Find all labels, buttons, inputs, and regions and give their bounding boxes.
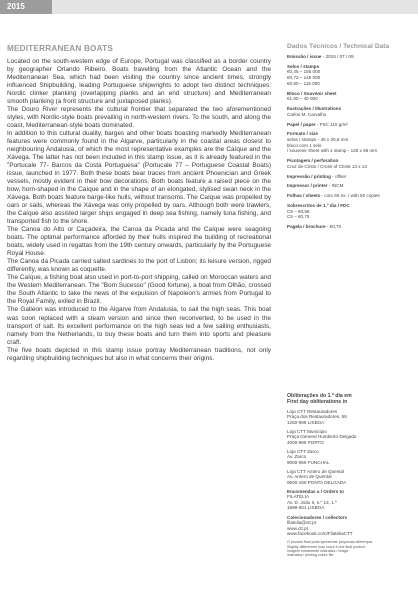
obliteration-place: Loja CTT Restauradores Praça dos Restauradores, 58 1250-998 LISBOA xyxy=(287,408,347,425)
technical-row xyxy=(287,224,412,230)
technical-row-label: Ilustrações / Illustrations xyxy=(287,106,342,112)
collectors-title: Colecionadores / collectors xyxy=(287,514,347,520)
year-bar xyxy=(0,0,418,14)
technical-row-label: Bloco / Souvenir sheet xyxy=(287,90,337,96)
article-title: MEDITERRANEAN BOATS xyxy=(7,44,113,53)
article-paragraph: The Galleon was introduced to the Algarve from Andalusia, to sail the high seas. This boat was soon replaced with a steam version and since then reconverted, to be used in the transport of salt. Its excellent performance on the high seas led a few sailing enthusiasts, namely from the Netherlands, to buy these boats and turn them into sports and pleasure craft. xyxy=(7,306,271,346)
article-paragraph: The Canoa do Alto or Caçadeira, the Canoa da Picada and the Caíque were seagoing boats. The optimal performance afforded by their hulls inspired the building of recreational boats, widely used in regattas from the 19th century onwards, particularly by the Portuguese Royal House. xyxy=(7,226,271,258)
technical-row-label: Pagela / brochure xyxy=(287,224,326,230)
technical-row xyxy=(287,174,412,180)
technical-data-title: Dados Técnicos / Technical Data xyxy=(287,43,390,50)
article-paragraph: Located on the south-western edge of Europe, Portugal was classified as a border country by geographer Orlando Ribeiro. Boats travelling from the Atlantic Ocean and the Mediterranean Sea, which had been visiting the country since ancient times, strongly influenced Shipbuilding, leading Portuguese shipwrights to adopt two distinct techniques: Nordic clinker planking (overlapping planks and an end structure) and Mediterranean smooth planking (a front structure and juxtaposed planks). xyxy=(7,58,271,106)
technical-row-label: Papel / paper xyxy=(287,121,316,127)
article-paragraph: The Canoa da Picada carried salted sardines to the port of Lisbon; its leisure version, rigged differently, was known as coquette. xyxy=(7,258,271,274)
technical-row-value: - FSC 110 g/m² xyxy=(315,121,348,127)
technical-row-label: Picotagem / perforation xyxy=(287,158,339,164)
technical-row xyxy=(287,54,412,60)
obliterations-title: Obliterações do 1.º dia em First day obliterations in xyxy=(287,393,352,406)
technical-row-label: Impressor / printer xyxy=(287,183,328,189)
collectors-contacts: filatelia@ctt.pt www.ctt.pt www.facebook.com/FilateliaCTT xyxy=(287,520,353,537)
technical-row-value: €0,45 – 155 000 €0,72 – 145 000 €0,80 – 115 000 xyxy=(287,69,321,86)
year-label: 2015 xyxy=(0,0,52,14)
disclaimer-note: O produto final pode apresentar pequenas diferenças. Slightly differences may occur in the final product. Imagem meramente ilustrativa / Image ilustrativa / printing colour file. xyxy=(287,540,374,558)
technical-row-label: Folhas / sheets xyxy=(287,193,321,199)
technical-row-value: Carlos M. Carvalho xyxy=(287,111,327,117)
collectors-block xyxy=(287,515,412,537)
technical-row-value: Cruz de Cristo / Cross of Christ 13 x 13 xyxy=(287,163,367,169)
technical-row-value: selos / stamps - 40 x 30,6 mm bloco com 1 selo / souvenir sheet with 1 stamp - 125 x 95 mm xyxy=(287,137,378,154)
technical-row xyxy=(287,64,412,86)
technical-row-label: Formato / size xyxy=(287,131,318,137)
orders-block xyxy=(287,489,412,511)
technical-row xyxy=(287,131,412,153)
article-paragraph: The five boats depicted in this stamp issue portray Mediterranean traditions, not only regarding shipbuilding techniques but also in what concerns their origins. xyxy=(7,346,271,362)
technical-data xyxy=(287,43,412,234)
first-day-obliterations xyxy=(287,393,412,558)
technical-row xyxy=(287,122,412,128)
technical-row-label: Emissão / issue xyxy=(287,54,322,59)
technical-row xyxy=(287,183,412,189)
technical-row xyxy=(287,106,412,117)
obliteration-place: Loja CTT Município Praça General Humberto Delgado 4000-999 PORTO xyxy=(287,428,357,445)
technical-row xyxy=(287,91,412,102)
obliteration-place: Loja CTT Antero de Quental Av. Antero de Quental 9500-160 PONTA DELGADA xyxy=(287,468,347,485)
obliteration-place: Loja CTT Zarco Av. Zarco 9000-069 FUNCHAL xyxy=(287,448,330,465)
technical-row-value: - INCM xyxy=(327,183,344,189)
technical-row-value: €1,80 – 40 000 xyxy=(287,96,318,102)
technical-row xyxy=(287,158,412,169)
technical-row-value: C6 – €0,56 C5 – €0,75 xyxy=(287,208,310,220)
technical-row-label: Impressão / printing xyxy=(287,173,331,179)
technical-row xyxy=(287,193,412,199)
technical-row-value: - offset xyxy=(330,173,347,179)
orders-title: Encomendas a / Orders to xyxy=(287,488,344,494)
technical-row xyxy=(287,203,412,220)
technical-row-value: - €0,70 xyxy=(325,224,342,230)
article-paragraph: In addition to this cultural duality, barges and other boats boasting markedly Mediterranean features were commonly found in the Algarve, particularly in the coastal areas closest to neighbouring Andalusia, of which the most representative examples are the Caíque and the Xávega. The latter has not been included in this stamp issue, as it is already featured in the "Portucale 77- Barcos da Costa Portuguesa" (Portucale 77 – Portuguese Coastal Boats) issue, launched in 1977. Both these boats bear traces from ancient Phoenician and Greek vessels, mostly evident in their bow decorations. Both boats feature a raised piece on the bow, horn-shaped in the Caíque and in the shape of an elongated, stylised swan neck in the Xávega. Both boats feature barge-like hulls, without transoms. The Caíque was propelled by oars or sails, whereas the Xávega was only propelled by oars. Although both were trawlers, the Caíque also assisted larger ships engaged in deep sea fishing, namely tuna fishing, and transported fish to the shore. xyxy=(7,130,271,226)
technical-row-value: - com 50 ex. / with 50 copies xyxy=(320,193,380,199)
technical-rows xyxy=(287,54,412,230)
article-paragraph: The Caíque, a fishing boat also used in port-to-port shipping, called on Moroccan waters and the Western Mediterranean. The "Bom Sucesso" (Good fortune), a boat from Olhão, crossed the South Atlantic to take the news of the expulsion of Napoleon's armies from Portugal to the Royal Family, exiled in Brazil. xyxy=(7,274,271,306)
article xyxy=(7,44,271,363)
orders-address: FILATELIA Av. D. João II, n.º 13, 1.º 1999-001 LISBOA xyxy=(287,494,337,511)
technical-row-label: Selos / stamps xyxy=(287,63,320,69)
technical-row-value: - 2015 / 07 / 09 xyxy=(321,54,354,59)
technical-row-label: Sobrescritos de 1.º dia / FDC xyxy=(287,203,350,209)
article-paragraph: The Douro River represents the cultural frontier that separated the two aforementioned styles, with Nordic-style boats prevailing in north-western rivers. To the south, and along the coast, Mediterranean-style boats dominated. xyxy=(7,106,271,130)
